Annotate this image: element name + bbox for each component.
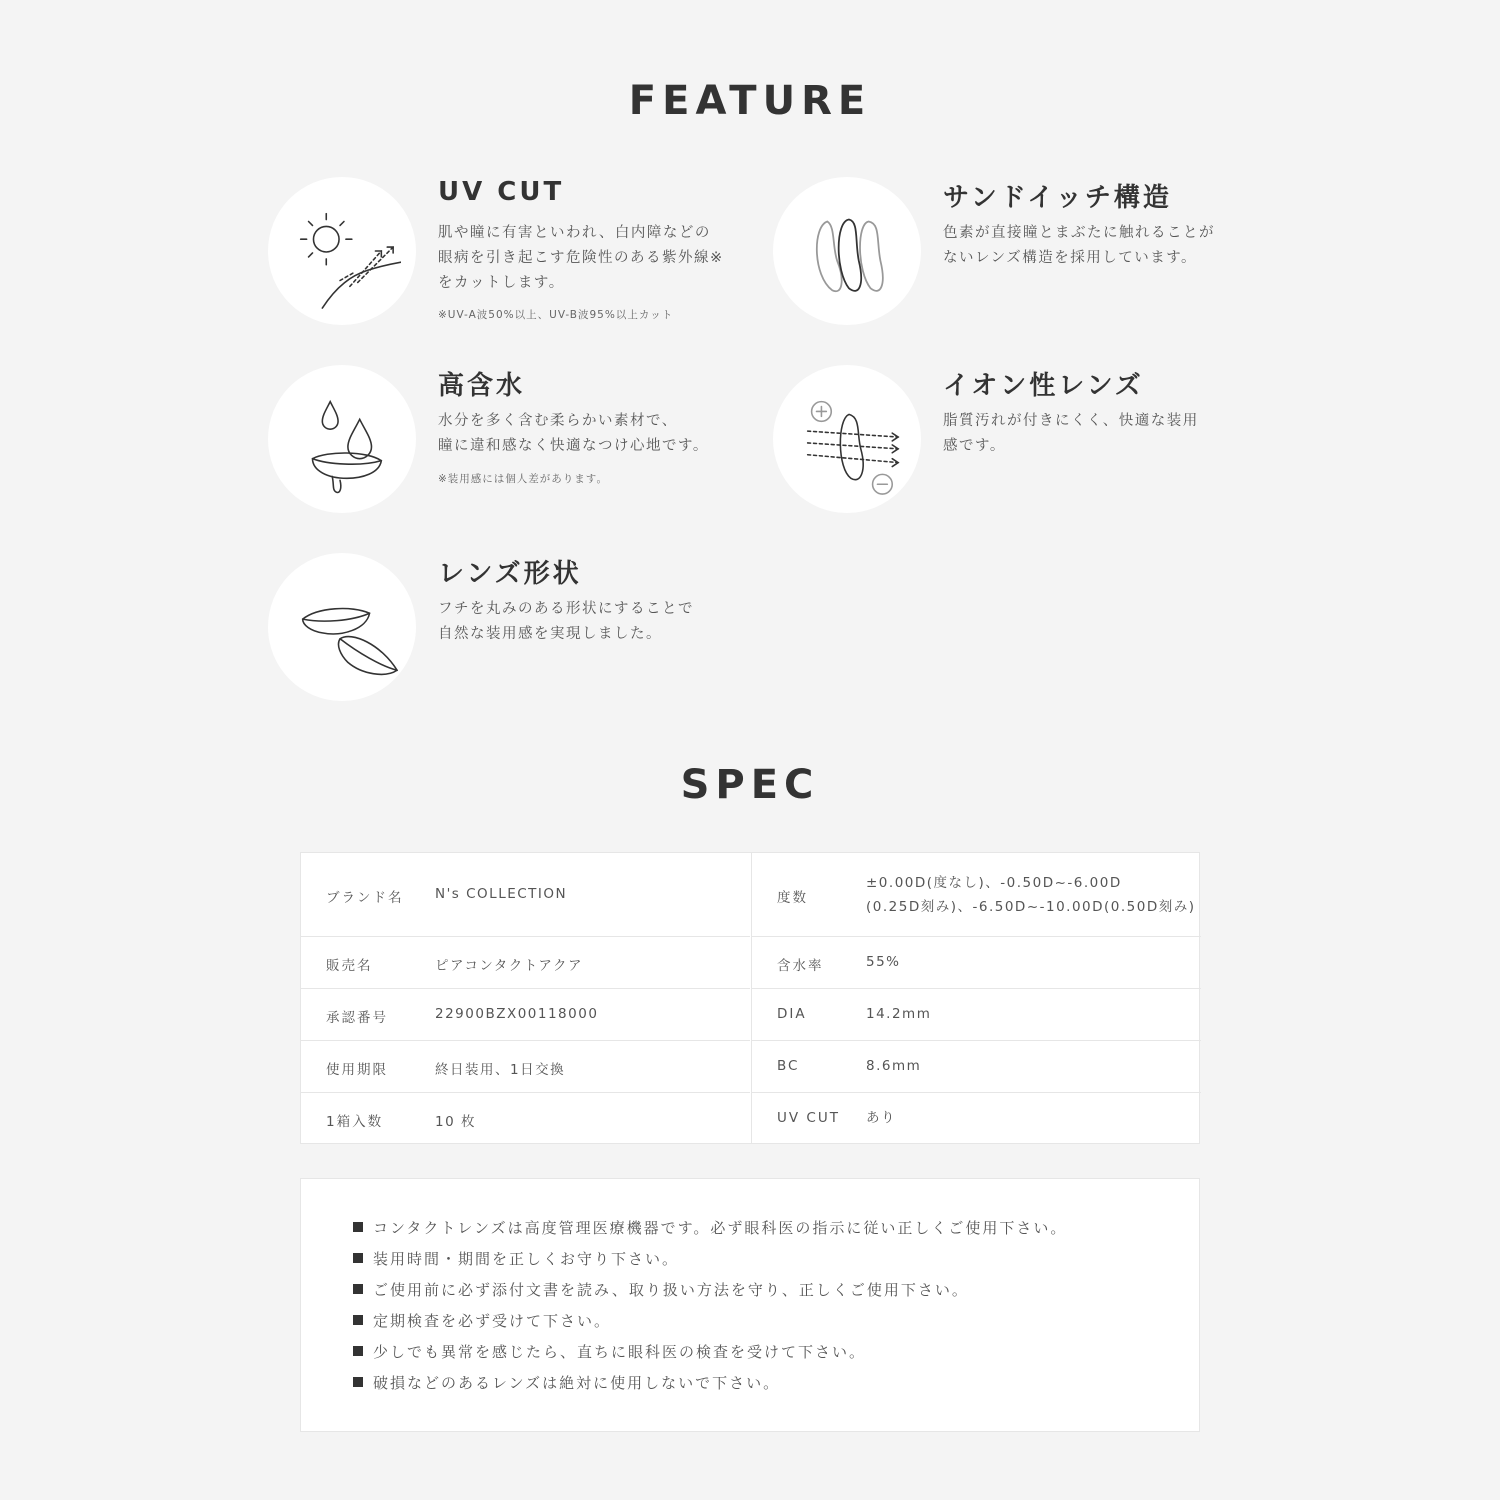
table-row: 含水率 55% [752,937,1201,989]
feature-sandwich-structure [773,177,1273,337]
feature-high-water-content [268,365,768,525]
spec-section-title: SPEC [680,762,820,808]
table-row: 使用期限 終日装用、1日交換 [301,1041,750,1093]
table-row: 度数 ±0.00D(度なし)、-0.50D~-6.00D (0.25D刻み)、-6.50D~-10.00D(0.50D刻み) [752,853,1201,937]
feature-title: レンズ形状 [438,559,582,589]
square-bullet-icon [353,1315,363,1325]
table-row: 承認番号 22900BZX00118000 [301,989,750,1041]
square-bullet-icon [353,1346,363,1356]
lens-shape-icon [268,553,416,701]
square-bullet-icon [353,1377,363,1387]
list-item: 少しでも異常を感じたら、直ちに眼科医の検査を受けて下さい。 [353,1341,866,1362]
feature-description: 脂質汚れが付きにくく、快適な装用 感です。 [943,413,1199,454]
table-row: ブランド名 N's COLLECTION [301,853,750,937]
uv-cut-icon [268,177,416,325]
feature-description: 水分を多く含む柔らかい素材で、 瞳に違和感なく快適なつけ心地です。 [438,413,709,454]
table-row: DIA 14.2mm [752,989,1201,1041]
feature-title: UV CUT [438,177,565,207]
caution-notes [300,1178,1200,1432]
square-bullet-icon [353,1222,363,1232]
feature-description: 肌や瞳に有害といわれ、白内障などの 眼病を引き起こす危険性のある紫外線※ をカットします。 [438,225,724,291]
feature-title: 高含水 [438,371,526,401]
feature-note: ※UV-A波50%以上、UV-B波95%以上カット [438,309,674,321]
table-row: BC 8.6mm [752,1041,1201,1093]
water-drop-icon [268,365,416,513]
ionic-lens-icon [773,365,921,513]
feature-section-title: FEATURE [628,78,872,124]
feature-description: フチを丸みのある形状にすることで 自然な装用感を実現しました。 [438,601,694,642]
feature-uv-cut [268,177,768,337]
square-bullet-icon [353,1253,363,1263]
spec-table [300,852,1200,1144]
feature-lens-shape [268,553,768,713]
feature-title: イオン性レンズ [943,371,1144,401]
list-item: ご使用前に必ず添付文書を読み、取り扱い方法を守り、正しくご使用下さい。 [353,1279,969,1300]
feature-ionic-lens [773,365,1273,525]
feature-description: 色素が直接瞳とまぶたに触れることが ないレンズ構造を採用しています。 [943,225,1215,266]
square-bullet-icon [353,1284,363,1294]
list-item: 装用時間・期間を正しくお守り下さい。 [353,1248,679,1269]
table-row: 販売名 ピアコンタクトアクア [301,937,750,989]
table-row: 1箱入数 10 枚 [326,1114,476,1130]
sandwich-structure-icon [773,177,921,325]
feature-note: ※装用感には個人差があります。 [438,473,608,485]
list-item: 定期検査を必ず受けて下さい。 [353,1310,611,1331]
spec-column-left [301,853,750,1143]
table-row: UV CUT あり [777,1110,896,1126]
list-item: コンタクトレンズは高度管理医療機器です。必ず眼科医の指示に従い正しくご使用下さい。 [353,1217,1067,1238]
list-item: 破損などのあるレンズは絶対に使用しないで下さい。 [353,1372,780,1393]
spec-column-right [751,853,1201,1143]
feature-title: サンドイッチ構造 [943,183,1172,213]
